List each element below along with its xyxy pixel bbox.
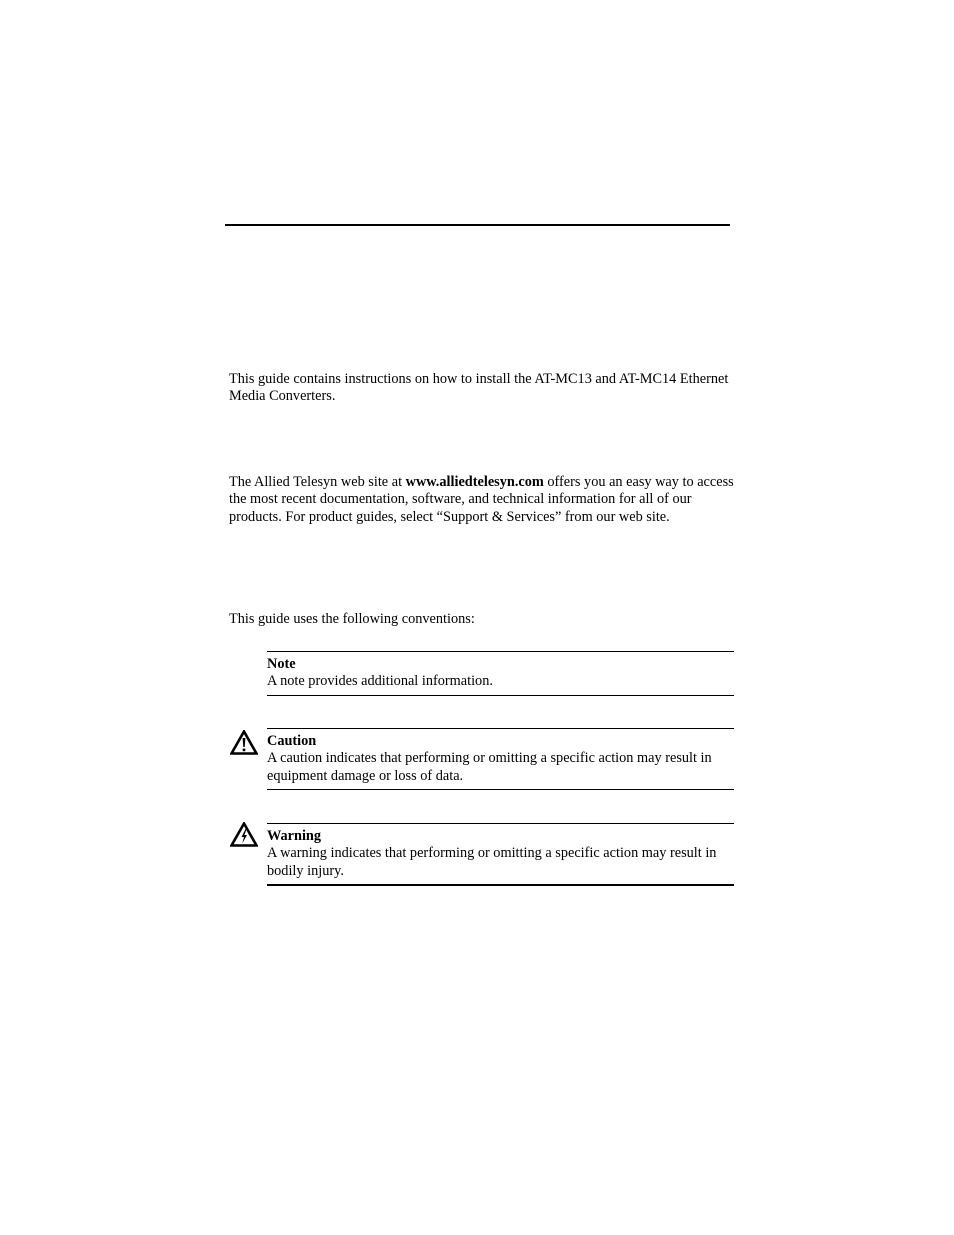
- warning-top-rule: [267, 823, 734, 824]
- warning-lightning-icon: [230, 822, 258, 847]
- caution-bottom-rule: [267, 789, 734, 790]
- note-title: Note: [267, 656, 296, 672]
- note-bottom-rule: [267, 695, 734, 696]
- caution-box: [267, 728, 734, 790]
- caution-top-rule: [267, 728, 734, 729]
- caution-triangle-icon: [230, 730, 258, 755]
- website-text-before: The Allied Telesyn web site at: [229, 474, 406, 490]
- caution-title: Caution: [267, 733, 317, 749]
- website-url: www.alliedtelesyn.com: [405, 474, 544, 490]
- header-rule: [225, 224, 730, 226]
- note-text: A note provides additional information.: [267, 673, 493, 690]
- caution-text: A caution indicates that performing or omitting a specific action may result in equipment damage or loss of data.: [267, 750, 712, 784]
- note-top-rule: [267, 651, 734, 652]
- warning-title: Warning: [267, 828, 322, 844]
- conventions-paragraph: This guide uses the following conventions:: [229, 611, 475, 627]
- warning-text: A warning indicates that performing or omitting a specific action may result in bodily injury.: [267, 845, 717, 879]
- website-text-after: offers you an easy way to access the most recent documentation, software, and technical information for all of our products. For product guides, select “Support & Services” from our web site.: [229, 474, 734, 525]
- warning-box: [267, 823, 734, 886]
- website-paragraph: [229, 474, 734, 526]
- note-box: [267, 651, 734, 696]
- warning-bottom-rule: [267, 884, 734, 886]
- intro-paragraph: This guide contains instructions on how to install the AT-MC13 and AT-MC14 Ethernet Media Converters.: [229, 371, 729, 405]
